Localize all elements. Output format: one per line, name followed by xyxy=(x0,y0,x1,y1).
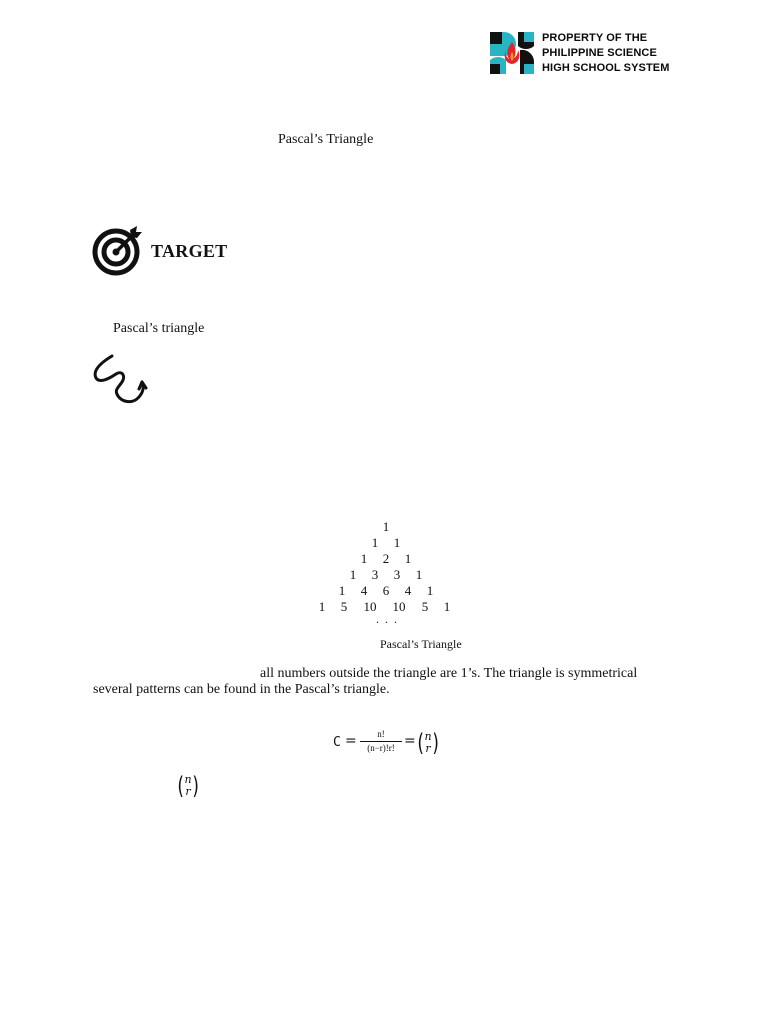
formula-denominator: (n−r)!r! xyxy=(367,743,395,753)
formula-fraction xyxy=(360,729,402,754)
triangle-number: 1 xyxy=(393,535,401,550)
fraction-bar xyxy=(360,741,402,742)
formula-equals: = xyxy=(404,733,416,749)
paragraph-line-2: several patterns can be found in the Pascal’s triangle. xyxy=(93,682,390,697)
triangle-number: 3 xyxy=(393,567,401,582)
logo-line-1: PROPERTY OF THE xyxy=(542,32,648,44)
triangle-number: 1 xyxy=(382,519,390,534)
triangle-row xyxy=(300,551,470,567)
triangle-number: 1 xyxy=(318,599,326,614)
fishing-hook-icon xyxy=(92,354,150,413)
formula-numerator: n! xyxy=(377,729,385,739)
target-arrow-icon xyxy=(92,224,144,281)
pascal-triangle xyxy=(300,519,470,631)
triangle-caption: Pascal’s Triangle xyxy=(380,637,462,651)
triangle-number: 5 xyxy=(340,599,348,614)
logo-text xyxy=(542,31,670,76)
binom-bottom: r xyxy=(425,742,431,755)
triangle-row xyxy=(300,583,470,599)
triangle-number: 1 xyxy=(371,535,379,550)
pshs-logo xyxy=(488,30,674,76)
target-heading: TARGET xyxy=(151,241,228,261)
right-paren: ) xyxy=(432,729,439,757)
body-paragraph xyxy=(93,666,663,698)
formula-binomial xyxy=(416,729,440,757)
right-paren: ) xyxy=(192,772,199,800)
triangle-number: 6 xyxy=(382,583,390,598)
triangle-number: 3 xyxy=(371,567,379,582)
document-title: Pascal’s Triangle xyxy=(278,132,374,147)
paragraph-line-1: all numbers outside the triangle are 1’s. The triangle is symmetrical xyxy=(260,666,638,681)
intro-text: Pascal’s triangle xyxy=(113,321,205,336)
triangle-number: 1 xyxy=(415,567,423,582)
triangle-number: 10 xyxy=(363,599,377,614)
logo-line-3: HIGH SCHOOL SYSTEM xyxy=(542,62,670,74)
triangle-number: 1 xyxy=(404,551,412,566)
left-paren: ( xyxy=(177,772,184,800)
triangle-number: 1 xyxy=(426,583,434,598)
triangle-row xyxy=(300,519,470,535)
triangle-number: 2 xyxy=(382,551,390,566)
triangle-number: 1 xyxy=(443,599,451,614)
triangle-continuation: · · · xyxy=(375,615,399,629)
binomial-notation xyxy=(176,772,200,800)
binom-top: n xyxy=(424,730,432,743)
logo-line-2: PHILIPPINE SCIENCE xyxy=(542,47,657,59)
triangle-number: 1 xyxy=(349,567,357,582)
triangle-number: 1 xyxy=(338,583,346,598)
left-paren: ( xyxy=(417,729,424,757)
triangle-row xyxy=(300,567,470,583)
triangle-row xyxy=(300,535,470,551)
binom-bottom: r xyxy=(185,785,191,798)
triangle-number: 5 xyxy=(421,599,429,614)
formula-lhs: C xyxy=(333,735,341,750)
triangle-row xyxy=(300,599,470,615)
triangle-number: 1 xyxy=(360,551,368,566)
triangle-number: 4 xyxy=(360,583,368,598)
pshs-logo-icon xyxy=(488,30,536,76)
triangle-number: 10 xyxy=(392,599,406,614)
formula-equals: = xyxy=(345,733,357,749)
binom-top: n xyxy=(184,773,192,786)
triangle-number: 4 xyxy=(404,583,412,598)
